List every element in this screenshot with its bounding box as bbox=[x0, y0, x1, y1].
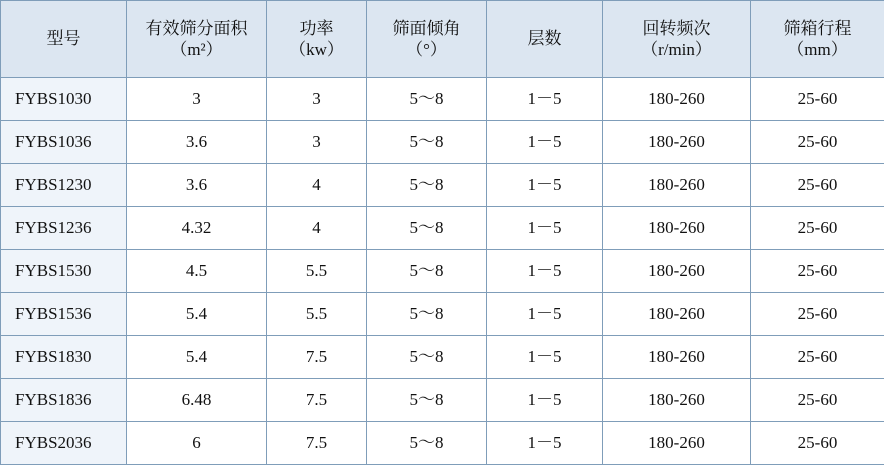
cell-layers: 1－5 bbox=[487, 164, 603, 207]
cell-stroke: 25-60 bbox=[751, 422, 884, 465]
cell-power: 5.5 bbox=[267, 293, 367, 336]
cell-stroke: 25-60 bbox=[751, 121, 884, 164]
cell-stroke: 25-60 bbox=[751, 293, 884, 336]
cell-stroke: 25-60 bbox=[751, 250, 884, 293]
cell-model: FYBS1230 bbox=[1, 164, 127, 207]
cell-model: FYBS1036 bbox=[1, 121, 127, 164]
cell-stroke: 25-60 bbox=[751, 164, 884, 207]
cell-angle: 5～8 bbox=[367, 207, 487, 250]
cell-frequency: 180-260 bbox=[603, 207, 751, 250]
cell-power: 7.5 bbox=[267, 422, 367, 465]
cell-angle: 5～8 bbox=[367, 164, 487, 207]
column-header-layers-line1: 层数 bbox=[490, 28, 599, 49]
cell-area: 3.6 bbox=[127, 164, 267, 207]
cell-frequency: 180-260 bbox=[603, 121, 751, 164]
column-header-frequency bbox=[603, 1, 751, 78]
table-body bbox=[1, 78, 884, 465]
cell-stroke: 25-60 bbox=[751, 336, 884, 379]
column-header-stroke bbox=[751, 1, 884, 78]
column-header-area bbox=[127, 1, 267, 78]
cell-stroke: 25-60 bbox=[751, 207, 884, 250]
cell-model: FYBS1030 bbox=[1, 78, 127, 121]
cell-angle: 5～8 bbox=[367, 422, 487, 465]
table-row bbox=[1, 78, 884, 121]
cell-angle: 5～8 bbox=[367, 379, 487, 422]
cell-layers: 1－5 bbox=[487, 379, 603, 422]
cell-frequency: 180-260 bbox=[603, 336, 751, 379]
column-header-angle-line1: 筛面倾角 bbox=[370, 18, 483, 39]
cell-frequency: 180-260 bbox=[603, 293, 751, 336]
cell-power: 7.5 bbox=[267, 379, 367, 422]
column-header-power-line1: 功率 bbox=[270, 18, 363, 39]
cell-model: FYBS1236 bbox=[1, 207, 127, 250]
column-header-frequency-line2: （r/min） bbox=[606, 39, 747, 60]
column-header-angle bbox=[367, 1, 487, 78]
cell-model: FYBS2036 bbox=[1, 422, 127, 465]
cell-area: 4.32 bbox=[127, 207, 267, 250]
table-row bbox=[1, 121, 884, 164]
cell-layers: 1－5 bbox=[487, 293, 603, 336]
table-header-row bbox=[1, 1, 884, 78]
cell-angle: 5～8 bbox=[367, 336, 487, 379]
cell-angle: 5～8 bbox=[367, 121, 487, 164]
cell-stroke: 25-60 bbox=[751, 379, 884, 422]
table-row bbox=[1, 164, 884, 207]
table-row bbox=[1, 250, 884, 293]
cell-area: 5.4 bbox=[127, 336, 267, 379]
cell-model: FYBS1536 bbox=[1, 293, 127, 336]
table-row bbox=[1, 207, 884, 250]
cell-area: 3.6 bbox=[127, 121, 267, 164]
cell-area: 4.5 bbox=[127, 250, 267, 293]
table-row bbox=[1, 422, 884, 465]
cell-area: 5.4 bbox=[127, 293, 267, 336]
cell-model: FYBS1830 bbox=[1, 336, 127, 379]
table-row bbox=[1, 379, 884, 422]
cell-frequency: 180-260 bbox=[603, 164, 751, 207]
cell-area: 6 bbox=[127, 422, 267, 465]
cell-layers: 1－5 bbox=[487, 422, 603, 465]
column-header-angle-line2: （°） bbox=[370, 39, 483, 60]
cell-angle: 5～8 bbox=[367, 293, 487, 336]
cell-angle: 5～8 bbox=[367, 250, 487, 293]
cell-layers: 1－5 bbox=[487, 336, 603, 379]
cell-frequency: 180-260 bbox=[603, 78, 751, 121]
cell-frequency: 180-260 bbox=[603, 250, 751, 293]
column-header-stroke-line1: 筛箱行程 bbox=[754, 18, 881, 39]
cell-area: 6.48 bbox=[127, 379, 267, 422]
table-row bbox=[1, 293, 884, 336]
cell-model: FYBS1530 bbox=[1, 250, 127, 293]
cell-layers: 1－5 bbox=[487, 121, 603, 164]
column-header-model-line1: 型号 bbox=[4, 28, 123, 49]
cell-power: 3 bbox=[267, 78, 367, 121]
cell-layers: 1－5 bbox=[487, 250, 603, 293]
cell-layers: 1－5 bbox=[487, 207, 603, 250]
cell-model: FYBS1836 bbox=[1, 379, 127, 422]
cell-power: 4 bbox=[267, 164, 367, 207]
column-header-area-line1: 有效筛分面积 bbox=[130, 18, 263, 39]
cell-angle: 5～8 bbox=[367, 78, 487, 121]
cell-stroke: 25-60 bbox=[751, 78, 884, 121]
column-header-power-line2: （kw） bbox=[270, 39, 363, 60]
column-header-stroke-line2: （mm） bbox=[754, 39, 881, 60]
cell-power: 3 bbox=[267, 121, 367, 164]
column-header-layers bbox=[487, 1, 603, 78]
cell-power: 4 bbox=[267, 207, 367, 250]
column-header-model bbox=[1, 1, 127, 78]
cell-frequency: 180-260 bbox=[603, 422, 751, 465]
column-header-power bbox=[267, 1, 367, 78]
cell-frequency: 180-260 bbox=[603, 379, 751, 422]
cell-power: 7.5 bbox=[267, 336, 367, 379]
cell-power: 5.5 bbox=[267, 250, 367, 293]
column-header-area-line2: （m²） bbox=[130, 39, 263, 60]
cell-area: 3 bbox=[127, 78, 267, 121]
cell-layers: 1－5 bbox=[487, 78, 603, 121]
table-row bbox=[1, 336, 884, 379]
column-header-frequency-line1: 回转频次 bbox=[606, 18, 747, 39]
